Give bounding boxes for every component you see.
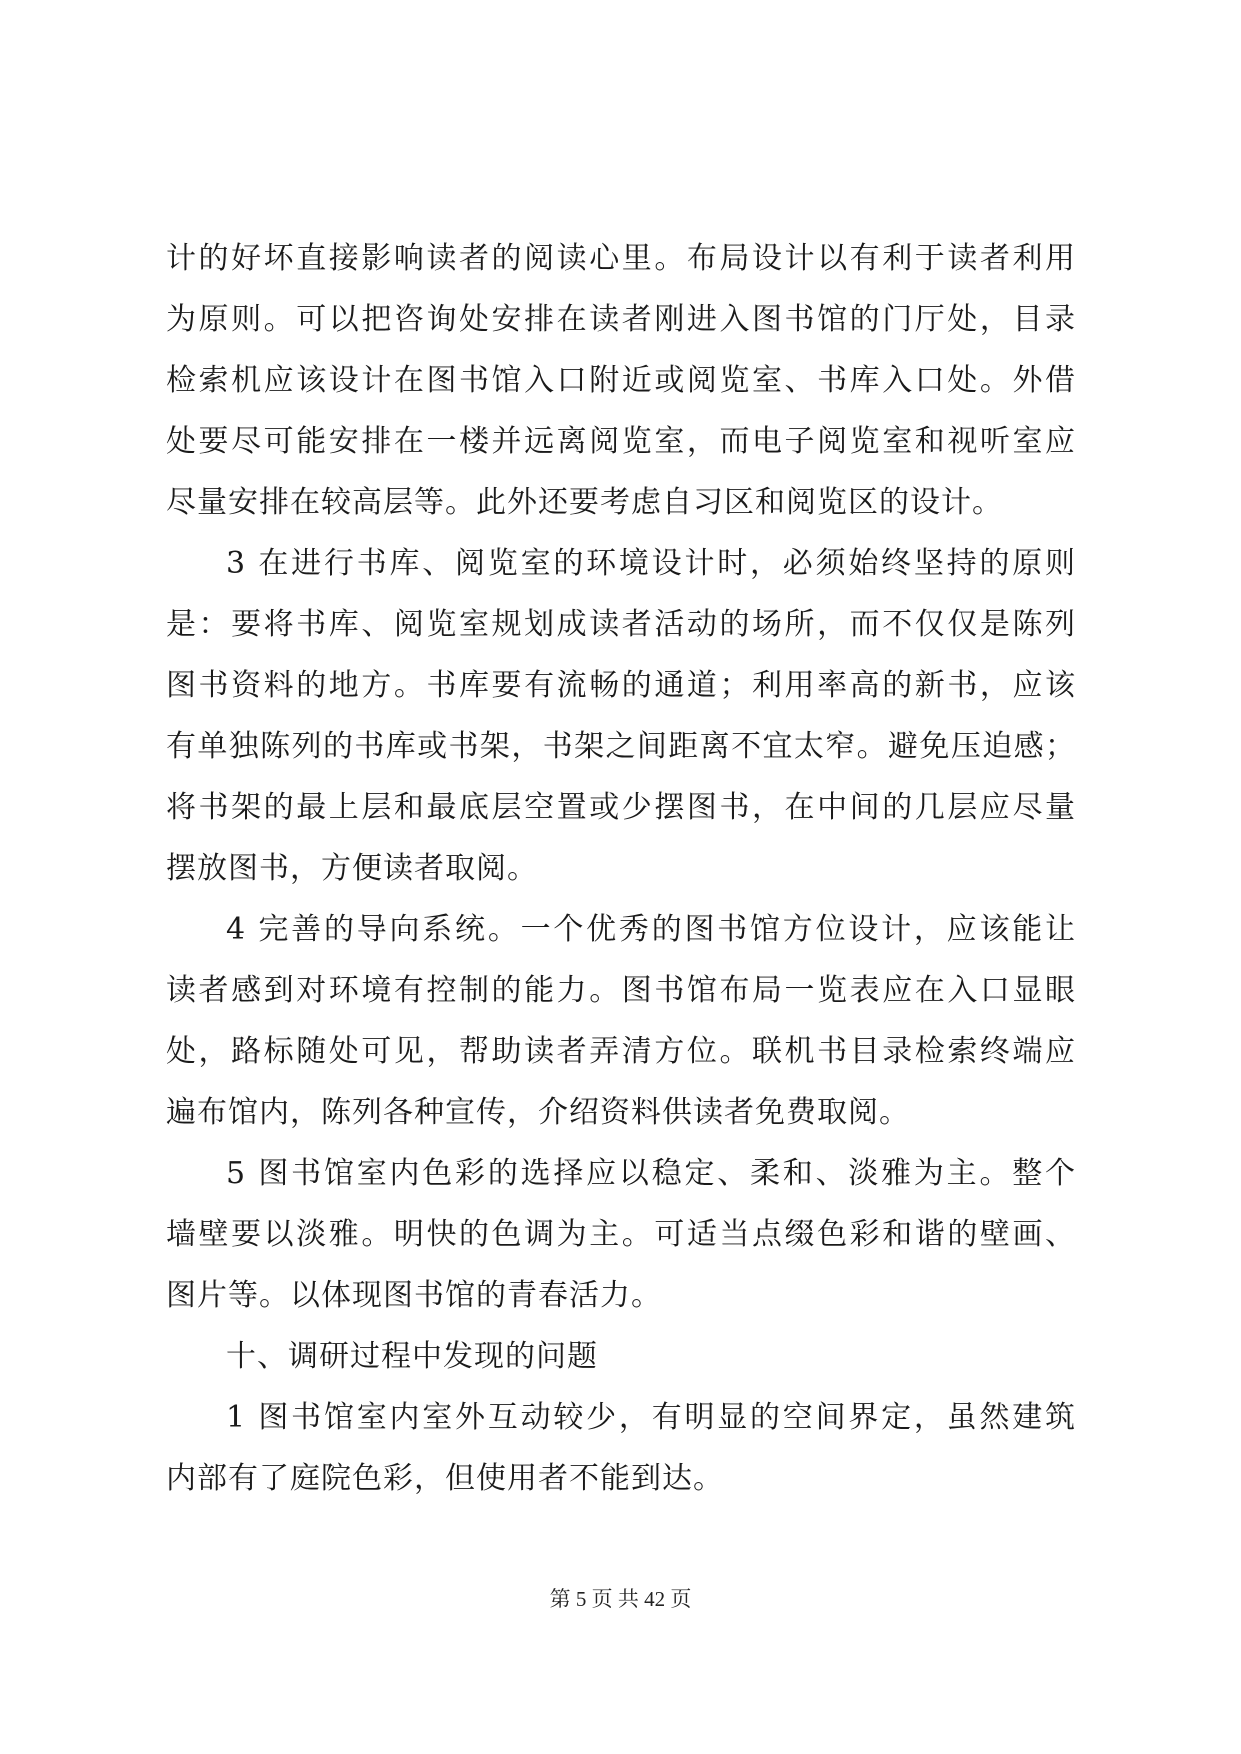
text-line: 图片等。以体现图书馆的青春活力。 <box>166 1278 662 1313</box>
text-line: 读者感到对环境有控制的能力。图书馆布局一览表应在入口显眼 <box>166 973 1076 1008</box>
text-line: 图书资料的地方。书库要有流畅的通道；利用率高的新书，应该 <box>166 668 1076 703</box>
text-line: 处，路标随处可见，帮助读者弄清方位。联机书目录检索终端应 <box>166 1034 1076 1069</box>
text-line: 检索机应该设计在图书馆入口附近或阅览室、书库入口处。外借 <box>166 363 1076 398</box>
text-line: 3 在进行书库、阅览室的环境设计时，必须始终坚持的原则 <box>226 546 1076 581</box>
text-line: 将书架的最上层和最底层空置或少摆图书，在中间的几层应尽量 <box>166 790 1076 825</box>
text-line: 处要尽可能安排在一楼并远离阅览室，而电子阅览室和视听室应 <box>166 424 1076 459</box>
text-line: 为原则。可以把咨询处安排在读者刚进入图书馆的门厅处，目录 <box>166 302 1076 337</box>
document-body <box>166 228 1076 1509</box>
text-line: 计的好坏直接影响读者的阅读心里。布局设计以有利于读者利用 <box>166 241 1076 276</box>
text-line: 有单独陈列的书库或书架，书架之间距离不宜太窄。避免压迫感； <box>166 729 1076 764</box>
section-heading: 十、调研过程中发现的问题 <box>226 1339 598 1374</box>
text-line: 尽量安排在较高层等。此外还要考虑自习区和阅览区的设计。 <box>166 485 1003 520</box>
text-line: 墙壁要以淡雅。明快的色调为主。可适当点缀色彩和谐的壁画、 <box>166 1217 1076 1252</box>
text-line: 是：要将书库、阅览室规划成读者活动的场所，而不仅仅是陈列 <box>166 607 1076 642</box>
page-number-footer: 第 5 页 共 42 页 <box>549 1587 692 1611</box>
text-line: 摆放图书，方便读者取阅。 <box>166 851 538 886</box>
text-line: 内部有了庭院色彩，但使用者不能到达。 <box>166 1461 724 1496</box>
text-line: 4 完善的导向系统。一个优秀的图书馆方位设计，应该能让 <box>226 912 1076 947</box>
text-line: 5 图书馆室内色彩的选择应以稳定、柔和、淡雅为主。整个 <box>226 1156 1076 1191</box>
text-line: 1 图书馆室内室外互动较少，有明显的空间界定，虽然建筑 <box>226 1400 1076 1435</box>
text-line: 遍布馆内，陈列各种宣传，介绍资料供读者免费取阅。 <box>166 1095 910 1130</box>
